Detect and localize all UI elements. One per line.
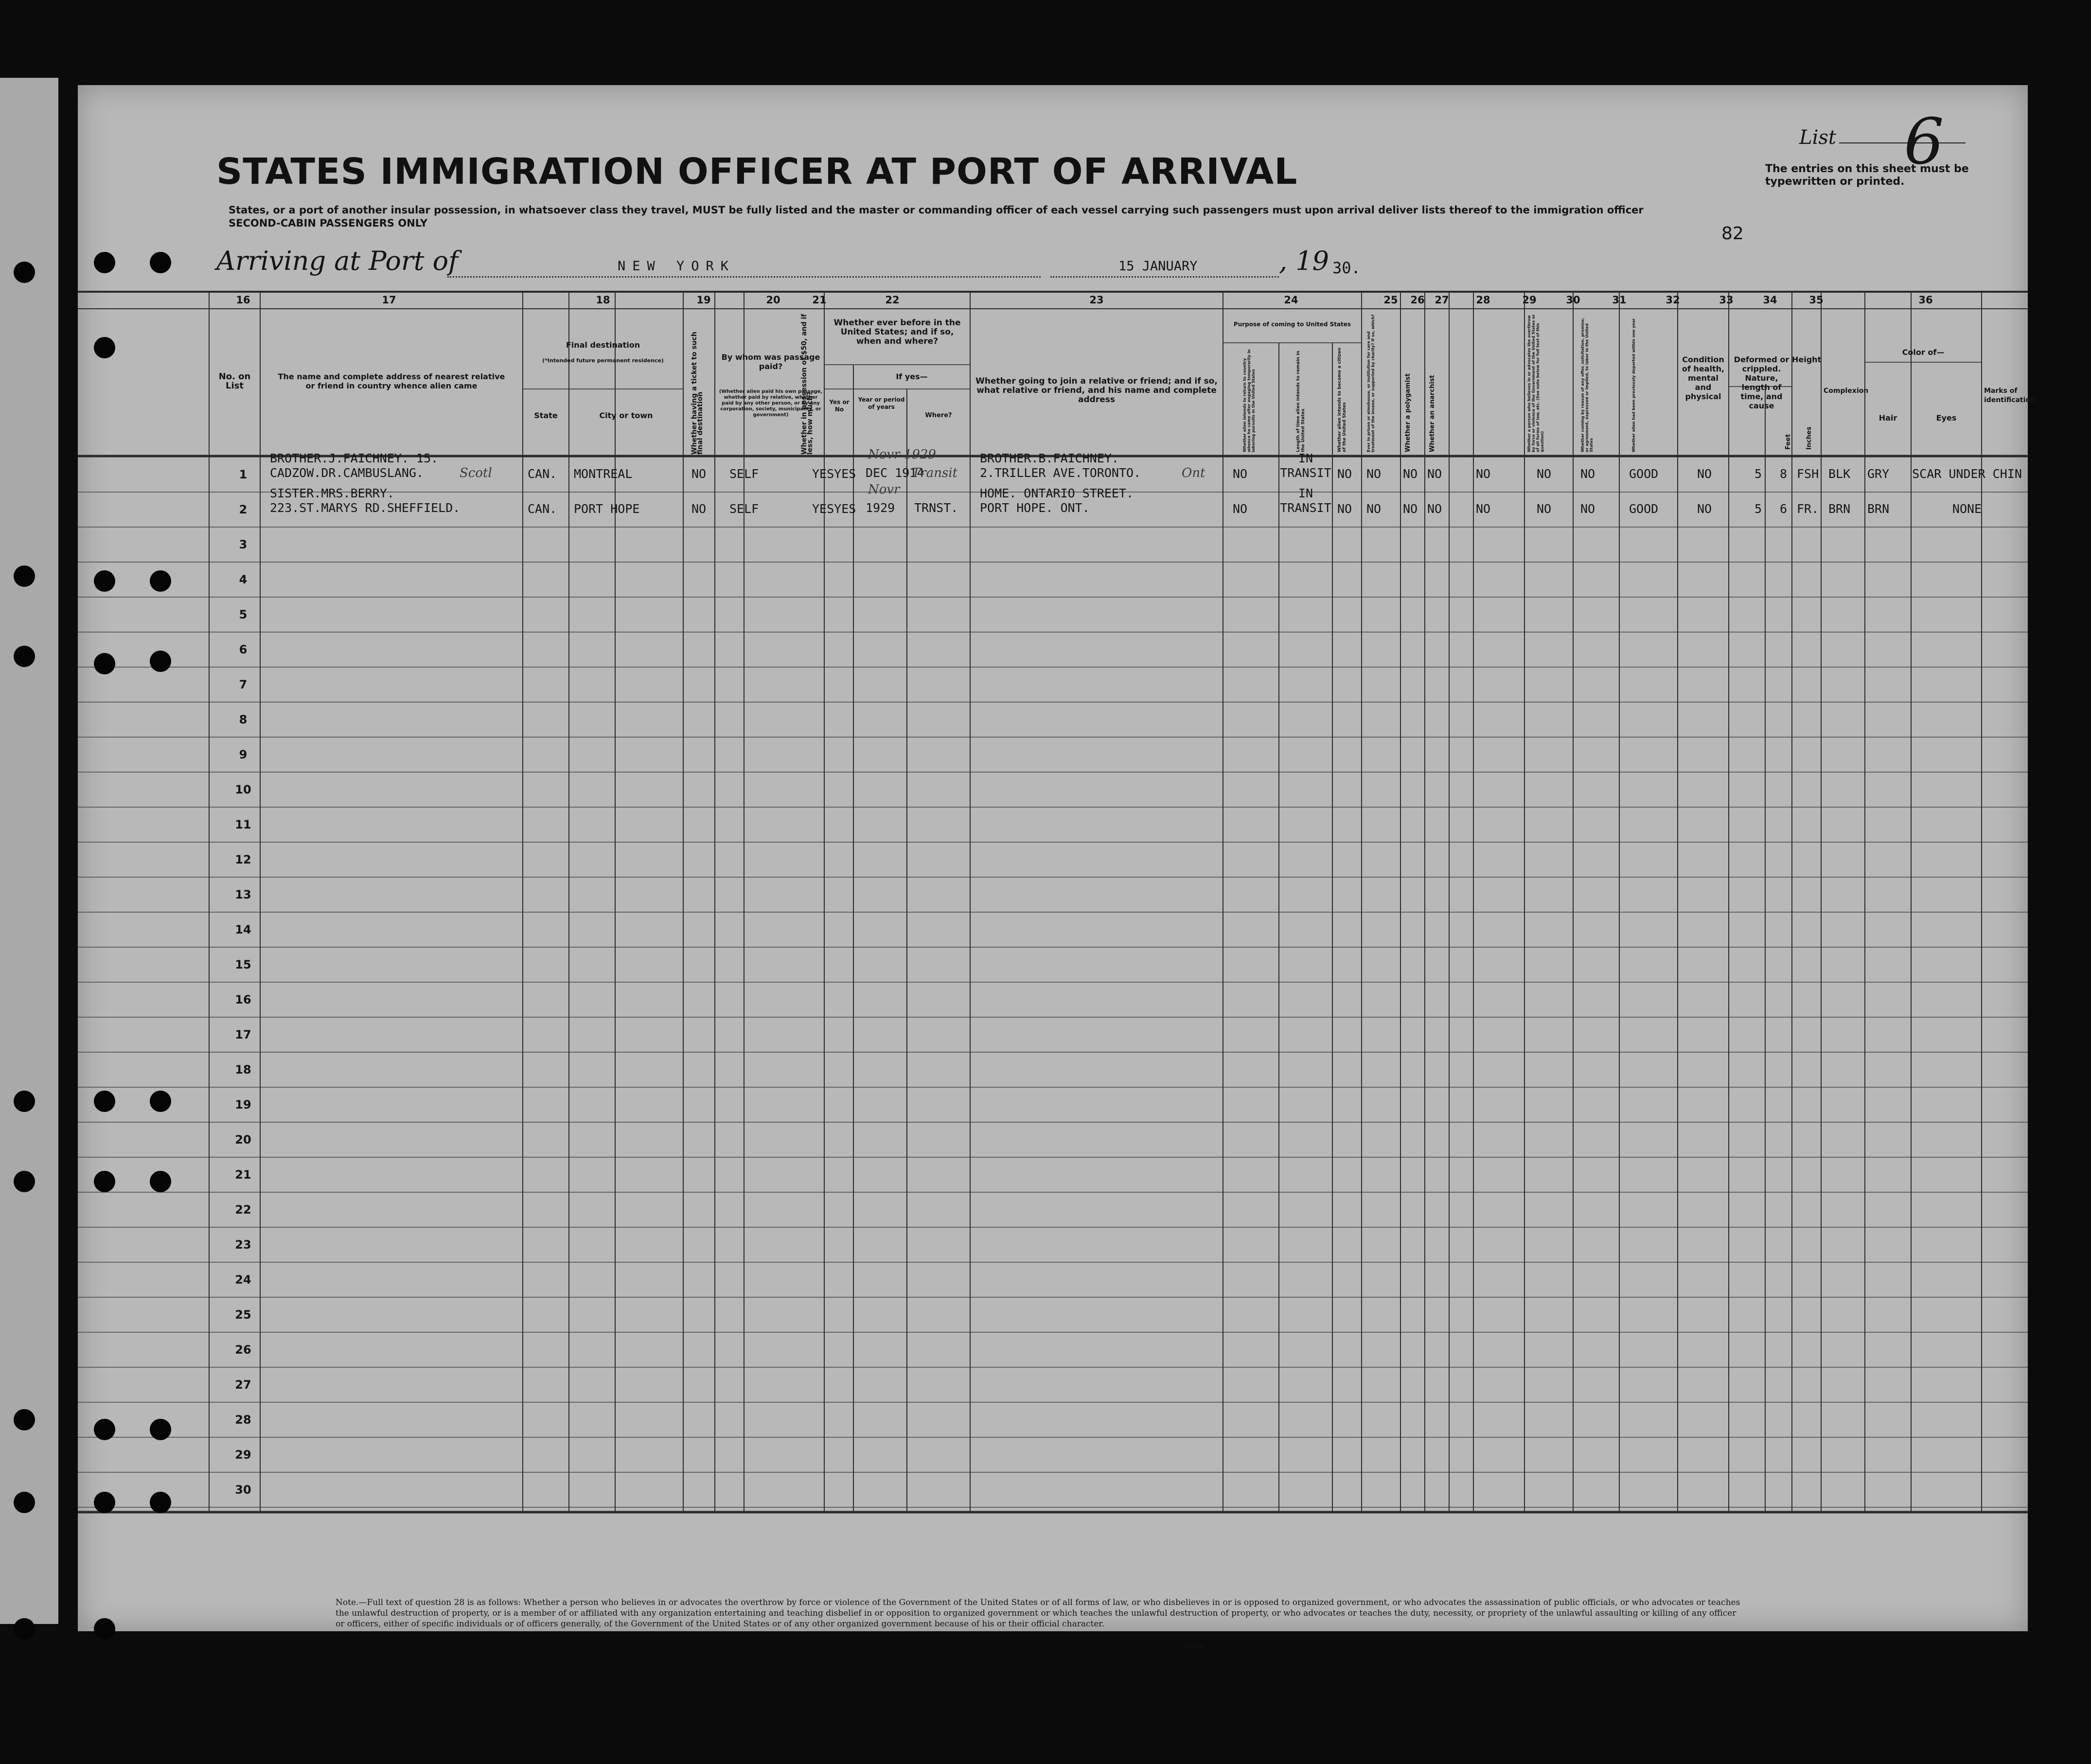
header-col25: Ever in prison or almshouse, or institution for care and treatment of the insane, or supported by charity? If so, which?: [1366, 314, 1375, 452]
row-number: 24: [235, 1273, 251, 1287]
column-number-33: 33: [1719, 294, 1734, 306]
year-suffix: 30.: [1332, 259, 1361, 277]
length-line1: IN: [1298, 486, 1313, 500]
header-col30: Whether alien had been previously deported within one year: [1631, 318, 1636, 452]
row-number: 20: [235, 1133, 251, 1147]
citizen-value: NO: [1337, 467, 1352, 481]
port-value: NEW YORK: [618, 259, 736, 274]
has-50-value: YESYES: [812, 502, 856, 516]
year-handwritten: Novr: [868, 482, 900, 497]
joining-line1: HOME. ONTARIO STREET.: [980, 486, 1134, 500]
return-value: NO: [1233, 502, 1248, 516]
offer-value: NO: [1537, 467, 1552, 481]
column-number-36: 36: [1918, 294, 1933, 306]
date-value: 15 JANUARY: [1118, 259, 1198, 274]
row-number: 2: [239, 503, 248, 516]
ticket-value: NO: [691, 502, 707, 516]
column-number-27: 27: [1435, 294, 1449, 306]
column-number-24: 24: [1284, 294, 1298, 306]
deformed-value: NO: [1697, 502, 1712, 516]
health-value: GOOD: [1629, 502, 1659, 516]
offer-value: NO: [1537, 502, 1552, 516]
joining-line1: BROTHER.B.FAICHNEY.: [980, 451, 1119, 465]
header-col23: Whether going to join a relative or friend; and if so, what relative or friend, and his name and complete address: [975, 376, 1218, 405]
joining-line2: PORT HOPE. ONT.: [980, 501, 1090, 515]
joining-handwritten: Ont: [1182, 466, 1205, 480]
inches-value: 6: [1780, 502, 1788, 516]
header-col22: Whether ever before in the United States; and if so, when and where?: [833, 318, 961, 346]
row-number: 9: [239, 748, 248, 761]
header-purpose: Purpose of coming to United States: [1233, 321, 1351, 328]
polygamist-value: NO: [1403, 502, 1418, 516]
year-prefix: , 19: [1279, 246, 1329, 276]
header-col24a: Whether alien intends to return to country whence he came after engaging temporarily in laboring pursuits in the United States: [1242, 349, 1256, 452]
header-city: City or town: [599, 411, 653, 420]
punch-hole: [150, 1419, 171, 1440]
header-inches: Inches: [1806, 426, 1813, 450]
punch-hole: [150, 1492, 171, 1513]
punch-hole: [150, 252, 171, 273]
eyes-value: BRN: [1867, 502, 1890, 516]
column-number-18: 18: [596, 294, 610, 306]
column-number-34: 34: [1763, 294, 1777, 306]
column-number-25: 25: [1383, 294, 1398, 306]
complexion-value: FSH: [1797, 467, 1819, 481]
paid-by-value: SELF: [729, 502, 759, 516]
header-col31: Condition of health, mental and physical: [1682, 355, 1725, 401]
header-final-destination: Final destination: [566, 340, 640, 350]
punch-hole: [14, 565, 35, 587]
column-number-31: 31: [1612, 294, 1627, 306]
row-number: 19: [235, 1098, 251, 1111]
prison-value: NO: [1366, 502, 1382, 516]
header-col19: Whether having a ticket to such final destination: [691, 332, 704, 455]
punch-hole: [94, 337, 115, 358]
row-number: 15: [235, 958, 251, 971]
deformed-value: NO: [1697, 467, 1712, 481]
left-page-strip: [0, 78, 58, 1624]
header-col17: The name and complete address of nearest relative or friend in country whence alien came: [278, 372, 505, 390]
header-height: Height: [1792, 355, 1822, 364]
row-number: 14: [235, 923, 251, 936]
citizen-value: NO: [1337, 502, 1352, 516]
row-number: 8: [239, 713, 248, 726]
header-col29: Whether coming by reason of any offer, solicitation, promise, or agreement, expressed or implied, to labor in the United States: [1580, 318, 1594, 452]
column-number-19: 19: [696, 294, 711, 306]
row-number: 6: [239, 643, 248, 656]
list-number-handwritten: 6: [1904, 105, 1944, 178]
header-feet: Feet: [1785, 434, 1792, 450]
row-number: 30: [235, 1483, 251, 1497]
column-number-22: 22: [885, 294, 900, 306]
punch-hole: [14, 1091, 35, 1112]
header-col28: Whether a person who believes in or advocates the overthrow by force or violence of the Government of the United States or of all forms of law, etc. (See note below for full text of this question): [1527, 314, 1544, 452]
punch-hole: [14, 1409, 35, 1430]
marks-value: NONE: [1952, 502, 1982, 516]
table-grid: [78, 85, 2035, 1631]
list-label: List: [1799, 126, 1836, 149]
marks-value: SCAR UNDER CHIN: [1912, 467, 2022, 481]
polygamist-value: NO: [1403, 467, 1418, 481]
arriving-label: Arriving at Port of: [216, 246, 459, 276]
where-handwritten: Transit: [912, 466, 958, 480]
instruction-line-1: States, or a port of another insular possession, in whatsoever class they travel, MUST be fully listed and the master or commanding officer of each vessel carrying such passengers must upon arrival deliver lists thereof to the immigration officer: [229, 204, 1644, 216]
header-col24c: Whether alien intends to become a citizen of the United States: [1337, 347, 1347, 452]
joining-line2: 2.TRILLER AVE.TORONTO.: [980, 466, 1141, 480]
row-number: 22: [235, 1203, 251, 1217]
hair-value: BRN: [1828, 502, 1851, 516]
column-number-26: 26: [1410, 294, 1425, 306]
state-value: CAN.: [528, 467, 557, 481]
column-number-32: 32: [1666, 294, 1680, 306]
typewritten-note: The entries on this sheet must be typewritten or printed.: [1765, 163, 1969, 188]
punch-hole: [94, 653, 115, 674]
complexion-value: FR.: [1797, 502, 1819, 516]
row-number: 28: [235, 1413, 251, 1427]
header-year-or-period: Year or period of years: [858, 396, 905, 410]
form-number: 14—430: [1182, 1643, 1204, 1650]
punch-hole: [94, 1492, 115, 1513]
ticket-value: NO: [691, 467, 707, 481]
row-number: 4: [239, 573, 248, 586]
page-code: 82: [1721, 224, 1744, 244]
deported-value: NO: [1580, 467, 1595, 481]
header-marks: Marks of identification: [1984, 387, 2035, 404]
header-col26: Whether a polygamist: [1404, 373, 1412, 452]
header-yes-or-no: Yes or No: [829, 399, 850, 413]
manifest-sheet: [78, 85, 2035, 1650]
header-col24b: Length of time alien intends to remain in the United States: [1296, 351, 1306, 452]
prison-value: NO: [1366, 467, 1382, 481]
feet-value: 5: [1754, 467, 1762, 481]
header-state: State: [534, 411, 558, 420]
punch-hole: [94, 252, 115, 273]
header-col21: Whether in possession of $50, and if less, how much?: [800, 314, 814, 455]
header-col20: By whom was passage paid?: [721, 353, 820, 371]
year-typed: DEC 1914: [866, 466, 924, 480]
punch-hole: [14, 1618, 35, 1640]
row-number: 12: [235, 853, 251, 866]
row-number: 21: [235, 1168, 251, 1182]
state-value: CAN.: [528, 502, 557, 516]
column-number-17: 17: [382, 294, 396, 306]
year-typed: 1929: [866, 501, 895, 515]
column-number-21: 21: [812, 294, 827, 306]
eyes-value: GRY: [1867, 467, 1890, 481]
hair-value: BLK: [1828, 467, 1851, 481]
header-hair: Hair: [1878, 413, 1897, 423]
column-number-23: 23: [1089, 294, 1104, 306]
row-number: 26: [235, 1343, 251, 1357]
punch-hole: [94, 1618, 115, 1640]
punch-hole: [94, 1091, 115, 1112]
row-number: 23: [235, 1238, 251, 1252]
punch-hole: [94, 570, 115, 592]
row-number: 18: [235, 1063, 251, 1076]
header-col27: Whether an anarchist: [1429, 375, 1436, 452]
punch-hole: [94, 1171, 115, 1192]
header-where: Where?: [925, 412, 952, 419]
deported-value: NO: [1580, 502, 1595, 516]
has-50-value: YESYES: [812, 467, 856, 481]
row-number: 13: [235, 888, 251, 901]
header-complexion: Complexion: [1824, 387, 1869, 395]
row-number: 10: [235, 783, 251, 796]
row-number: 11: [235, 818, 251, 831]
row-number: 17: [235, 1028, 251, 1041]
instruction-line-2: SECOND-CABIN PASSENGERS ONLY: [229, 217, 428, 229]
header-col20-sub: (Whether alien paid his own passage, whether paid by relative, whether paid by any other person, or by any corporation, society, municipality, or government): [719, 389, 823, 418]
column-number-16: 16: [236, 294, 250, 306]
row-number: 3: [239, 538, 248, 551]
where-typed: TRNST.: [914, 501, 958, 515]
relative-line1: SISTER.MRS.BERRY.: [270, 486, 394, 500]
header-if-yes: If yes—: [896, 372, 928, 381]
health-value: GOOD: [1629, 467, 1659, 481]
punch-hole: [150, 1091, 171, 1112]
overthrow-value: NO: [1476, 467, 1491, 481]
header-intended-residence: (*Intended future permanent residence): [542, 357, 664, 364]
row-number: 25: [235, 1308, 251, 1322]
length-line1: IN: [1298, 451, 1313, 465]
relative-line1: BROTHER.J.FAICHNEY. 15.: [270, 451, 439, 465]
city-value: MONTREAL: [574, 467, 633, 481]
punch-hole: [150, 651, 171, 672]
length-line2: TRANSIT: [1280, 501, 1331, 515]
row-number: 29: [235, 1448, 251, 1462]
punch-hole: [14, 646, 35, 667]
punch-hole: [94, 1419, 115, 1440]
punch-hole: [150, 1171, 171, 1192]
row-number: 7: [239, 678, 248, 691]
punch-hole: [14, 262, 35, 283]
relative-line2: 223.ST.MARYS RD.SHEFFIELD.: [270, 501, 461, 515]
anarchist-value: NO: [1427, 467, 1442, 481]
header-eyes: Eyes: [1936, 413, 1957, 423]
year-handwritten: Novr 1929: [868, 447, 936, 462]
row-number: 27: [235, 1378, 251, 1392]
column-number-29: 29: [1522, 294, 1537, 306]
punch-hole: [150, 570, 171, 592]
inches-value: 8: [1780, 467, 1788, 481]
column-number-20: 20: [766, 294, 780, 306]
punch-hole: [14, 1171, 35, 1192]
relative-line2: CADZOW.DR.CAMBUSLANG.: [270, 466, 424, 480]
return-value: NO: [1233, 467, 1248, 481]
form-title: STATES IMMIGRATION OFFICER AT PORT OF ARRIVAL: [216, 151, 1298, 193]
length-line2: TRANSIT: [1280, 466, 1331, 480]
header-color-of: Color of—: [1902, 348, 1945, 357]
punch-hole: [14, 1492, 35, 1513]
anarchist-value: NO: [1427, 502, 1442, 516]
column-number-30: 30: [1566, 294, 1580, 306]
paid-by-value: SELF: [729, 467, 759, 481]
footer-note: Note.—Full text of question 28 is as follows: Whether a person who believes in or advocates the overthrow by force or violence of the Government of the United States or of all forms of law, or who disbelieves in or is opposed to organized government, or who advocates the assassination of public officials, or who advocates or teaches the unlawful destruction of property, or is a member of or affiliated with any organization entertaining and teaching disbelief in or opposition to organized government or which teaches the unlawful destruction of property, or who advocates or teaches the duty, necessity, or propriety of the unlawful assaulting or killing of any officer or officers, either of specific individuals or of officers generally, of the Government of the United States or of any other organized government because of his or their official character.: [336, 1598, 1740, 1629]
city-value: PORT HOPE: [574, 502, 640, 516]
column-number-28: 28: [1476, 294, 1490, 306]
row-number: 1: [239, 468, 248, 481]
row-number: 16: [235, 993, 251, 1006]
column-number-35: 35: [1809, 294, 1824, 306]
row-number: 5: [239, 608, 248, 621]
header-col32: Deformed or crippled. Nature, length of time, and cause: [1734, 355, 1790, 410]
feet-value: 5: [1754, 502, 1762, 516]
overthrow-value: NO: [1476, 502, 1491, 516]
relative-handwritten: Scotl: [460, 466, 492, 480]
header-no-on-list: No. on List: [218, 371, 251, 391]
